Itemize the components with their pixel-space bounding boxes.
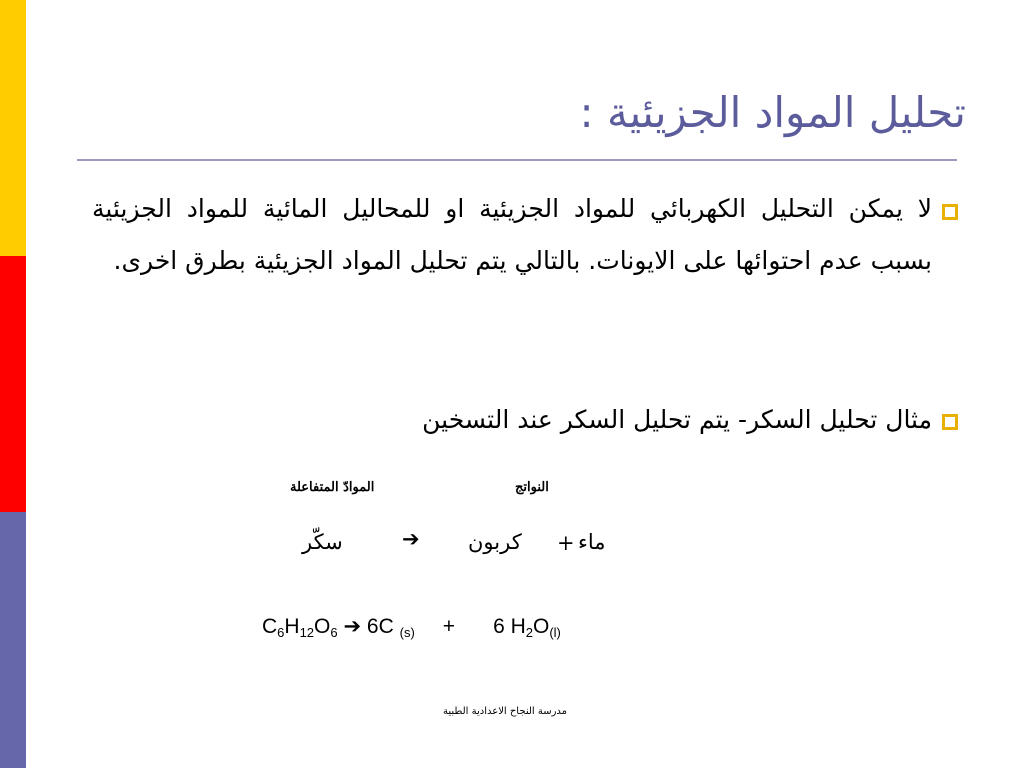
bullet-item-sugar-example: مثال تحليل السكر- يتم تحليل السكر عند التسخين (422, 405, 932, 434)
word-product-carbon: كربون (468, 530, 522, 554)
product-water-hydrogen: 6 H (493, 615, 526, 638)
glucose-carbon-count: 6 (277, 625, 285, 640)
glucose-oxygen-count: 6 (330, 625, 338, 640)
product-water-oxygen: O (532, 615, 550, 638)
word-plus-sign: + (557, 531, 575, 555)
reactants-label: الموادّ المتفاعلة (290, 480, 375, 495)
chemical-equation (262, 614, 561, 639)
title-divider (77, 159, 957, 161)
product-water-hydrogen-count: 2 (525, 625, 533, 640)
glucose-hydrogen: H (284, 615, 300, 638)
accent-stripe-blue (0, 512, 26, 768)
slide-title: تحليل المواد الجزيئية : (579, 88, 966, 137)
glucose-oxygen: O (314, 615, 331, 638)
accent-stripe-red (0, 256, 26, 512)
accent-stripe-yellow (0, 0, 26, 256)
hollow-square-bullet-icon (942, 414, 958, 430)
product-carbon: 6C (366, 615, 394, 638)
reaction-arrow-icon: ➔ (402, 527, 420, 551)
footer-school-name: مدرسة النجاح الاعدادية الطبية (443, 706, 568, 717)
product-carbon-state: (s) (399, 625, 415, 640)
glucose-hydrogen-count: 12 (299, 625, 315, 640)
glucose-carbon: C (262, 615, 278, 638)
hollow-square-bullet-icon (942, 204, 958, 220)
products-label: النواتج (515, 480, 549, 495)
bullet-item-electrolysis: لا يمكن التحليل الكهربائي للمواد الجزيئية او للمحاليل المائية للمواد الجزيئية بسبب عدم احتوائها على الايونات. بالتالي يتم تحليل المواد الجزيئية بطرق اخرى. (92, 194, 932, 275)
equation-plus-sign: + (442, 615, 456, 638)
equation-arrow-icon: ➔ (343, 615, 362, 638)
word-reactant-sugar: سكّر (302, 530, 343, 554)
product-water-state: (l) (549, 625, 561, 640)
word-product-water: ماء (578, 530, 606, 554)
